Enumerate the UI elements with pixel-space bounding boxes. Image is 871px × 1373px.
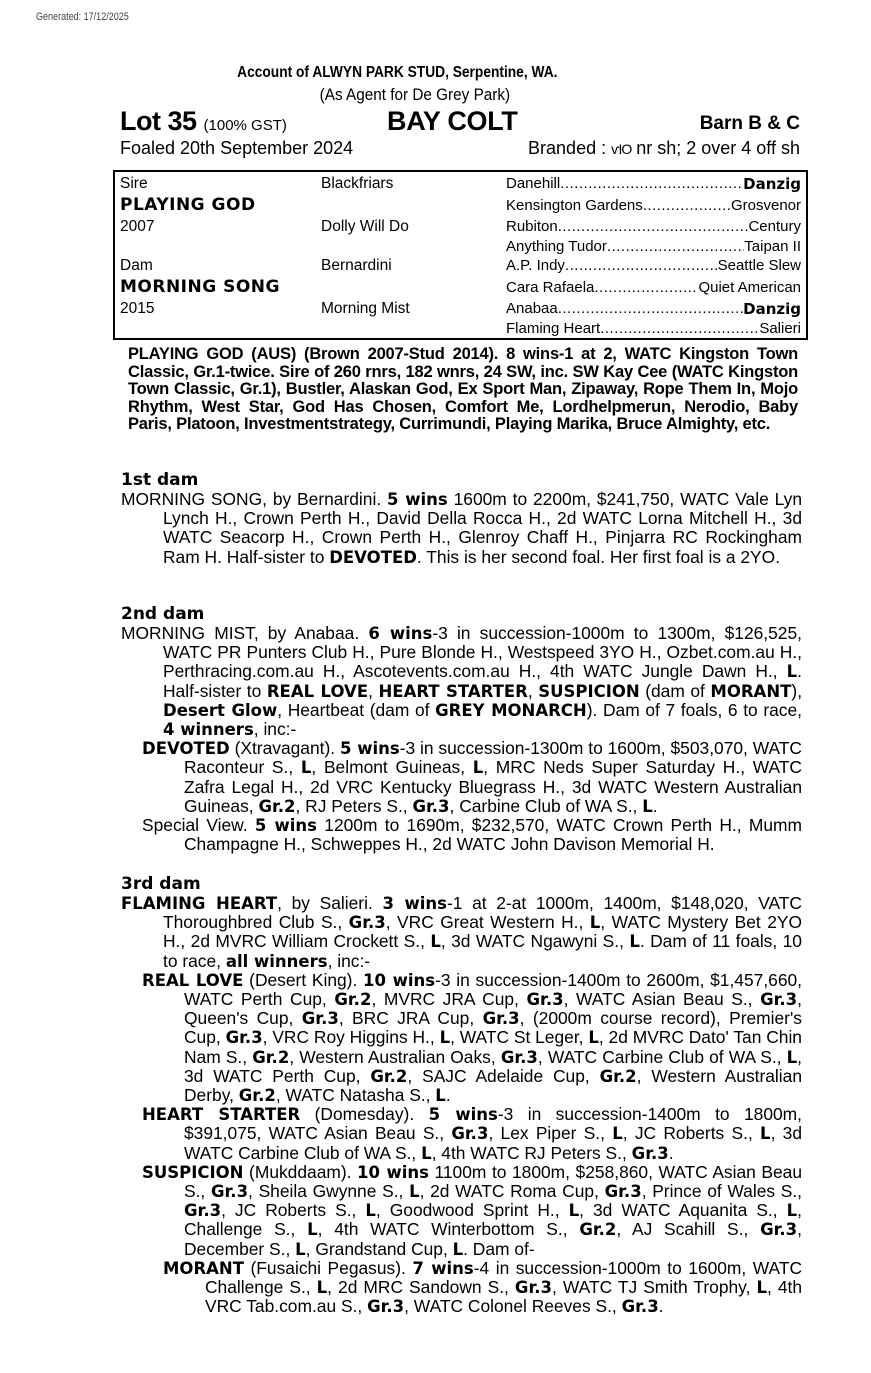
lot-label: Lot 35 [120, 106, 197, 136]
brand-suffix: nr sh; 2 over 4 off sh [631, 138, 800, 158]
pedigree-entry: DEVOTED (Xtravagant). 5 wins-3 in succession-1300m to 1600m, $503,070, WATC Raconteur S., L, Belmont Guineas, L, MRC Neds Super Saturday H., WATC Zafra Legal H., 2d VRC Kentucky Bluegrass H., 3d WATC Western Australian Guineas, Gr.2, RJ Peters S., Gr.3, Carbine Club of WA S., L. [142, 738, 802, 816]
pedigree-entry: MORNING MIST, by Anabaa. 6 wins-3 in succession-1000m to 1300m, $126,525, WATC PR Punters Club H., Pure Blonde H., Westspeed 3YO H., Ozbet.com.au H., Perthracing.com.au H., Ascotevents.com.au H., 4th WATC Jungle Dawn H., L. Half-sister to REAL LOVE, HEART STARTER, SUSPICION (dam of MORANT), Desert Glow, Heartbeat (dam of GREY MONARCH). Dam of 7 foals, 6 to race, 4 winners, inc:- [121, 623, 803, 740]
brand-info [528, 138, 800, 159]
lot-number [120, 106, 287, 137]
sire-year: 2007 [120, 218, 155, 235]
dam-name: MORNING SONG [120, 277, 280, 297]
second-dam-heading: 2nd dam [121, 604, 205, 624]
sire-name: PLAYING GOD [120, 195, 256, 215]
great-grandparent-3: Rubiton ..... Century [506, 217, 801, 237]
vendor-account: Account of ALWYN PARK STUD, Serpentine, WA. [237, 64, 558, 81]
pedigree-entry: MORNING SONG, by Bernardini. 5 wins 1600m to 2200m, $241,750, WATC Vale Lyn Lynch H., Crown Perth H., David Della Rocca H., 2d WATC Lorna Mitchell H., 3d WATC Seacorp H., Crown Perth H., Glenroy Chaff H., Pinjarra RC Rockingham Ram H. Half-sister to DEVOTED. This is her second foal. Her first foal is a 2YO. [121, 489, 802, 567]
pedigree-entry: SUSPICION (Mukddaam). 10 wins 1100m to 1800m, $258,860, WATC Asian Beau S., Gr.3, Sheila Gwynne S., L, 2d WATC Roma Cup, Gr.3, Prince of Wales S., Gr.3, JC Roberts S., L, Goodwood Sprint H., L, 3d WATC Aquanita S., L, Challenge S., L, 4th WATC Winterbottom S., Gr.2, AJ Scahill S., Gr.3, December S., L, Grandstand Cup, L. Dam of- [142, 1161, 803, 1259]
grandparent-4: Morning Mist [321, 300, 410, 317]
great-grandparent-4: Anything Tudor ..... Taipan II [506, 237, 801, 257]
pedigree-entry: HEART STARTER (Domesday). 5 wins-3 in succession-1400m to 1800m, $391,075, WATC Asian Beau S., Gr.3, Lex Piper S., L, JC Roberts S., L, 3d WATC Carbine Club of WA S., L, 4th WATC RJ Peters S., Gr.3. [142, 1104, 803, 1163]
grandparent-1: Blackfriars [321, 175, 394, 192]
pedigree-entry: FLAMING HEART, by Salieri. 3 wins-1 at 2-at 1000m, 1400m, $148,020, VATC Thoroughbred Club S., Gr.3, VRC Great Western H., L, WATC Mystery Bet 2YO H., 2d MVRC William Crockett S., L, 3d WATC Ngawyni S., L. Dam of 11 foals, 10 to race, all winners, inc:- [121, 893, 802, 971]
great-grandparent-6: Cara Rafaela ..... Quiet American [506, 278, 801, 298]
brand-mark-icon: ⱱIO [611, 141, 632, 157]
horse-sex: BAY COLT [387, 106, 518, 136]
barn-location: Barn B & C [699, 113, 800, 134]
grandparent-3: Bernardini [321, 257, 392, 274]
third-dam-heading: 3rd dam [121, 874, 201, 894]
gst-note: (100% GST) [203, 117, 287, 134]
sire-label: Sire [120, 175, 148, 192]
pedigree-table [113, 170, 808, 340]
great-grandparent-7: Anabaa ..... Danzig [506, 299, 801, 319]
sire-summary: PLAYING GOD (AUS) (Brown 2007-Stud 2014). 8 wins-1 at 2, WATC Kingston Town Classic, Gr.1-twice. Sire of 260 rnrs, 182 wnrs, 24 SW, inc. SW Kay Cee (WATC Kingston Town Classic, Gr.1), Bustler, Alaskan God, Ex Sport Man, Zipaway, Rope Them In, Mojo Rhythm, West Star, God Has Chosen, Comfort Me, Lordhelpmerun, Nerodio, Baby Paris, Platoon, Investmentstrategy, Currimundi, Playing Marika, Bruce Almighty, etc. [128, 345, 798, 434]
dam-year: 2015 [120, 300, 155, 317]
first-dam-heading: 1st dam [121, 470, 199, 490]
first-dam-section [121, 470, 802, 567]
great-grandparent-1: Danehill ..... Danzig [506, 174, 801, 194]
generated-date: Generated: 17/12/2025 [36, 11, 129, 23]
pedigree-entry: Special View. 5 wins 1200m to 1690m, $232,570, WATC Crown Perth H., Mumm Champagne H., Schweppes H., 2d WATC John Davison Memorial H. [142, 815, 802, 855]
brand-prefix: Branded : [528, 138, 612, 158]
great-grandparent-8: Flaming Heart ..... Salieri [506, 319, 801, 339]
third-dam-section [121, 874, 802, 1316]
great-grandparent-5: A.P. Indy ..... Seattle Slew [506, 256, 801, 276]
first-dam-entries [121, 490, 802, 567]
dam-label: Dam [120, 257, 153, 274]
second-dam-section [121, 604, 802, 854]
pedigree-entry: REAL LOVE (Desert King). 10 wins-3 in succession-1400m to 2600m, $1,457,660, WATC Perth Cup, Gr.2, MVRC JRA Cup, Gr.3, WATC Asian Beau S., Gr.3, Queen's Cup, Gr.3, BRC JRA Cup, Gr.3, (2000m course record), Premier's Cup, Gr.3, VRC Roy Higgins H., L, WATC St Leger, L, 2d MVRC Dato' Tan Chin Nam S., Gr.2, Western Australian Oaks, Gr.3, WATC Carbine Club of WA S., L, 3d WATC Perth Cup, Gr.2, SAJC Adelaide Cup, Gr.2, Western Australian Derby, Gr.2, WATC Natasha S., L. [142, 969, 803, 1106]
vendor-agent: (As Agent for De Grey Park) [319, 85, 511, 104]
second-dam-entries [121, 624, 802, 854]
pedigree-entry: MORANT (Fusaichi Pegasus). 7 wins-4 in succession-1000m to 1600m, WATC Challenge S., L, 2d MRC Sandown S., Gr.3, WATC TJ Smith Trophy, L, 4th VRC Tab.com.au S., Gr.3, WATC Colonel Reeves S., Gr.3. [163, 1257, 803, 1317]
third-dam-entries [121, 894, 802, 1316]
foaling-date: Foaled 20th September 2024 [120, 138, 354, 158]
grandparent-2: Dolly Will Do [321, 218, 409, 235]
great-grandparent-2: Kensington Gardens ..... Grosvenor [506, 196, 801, 216]
